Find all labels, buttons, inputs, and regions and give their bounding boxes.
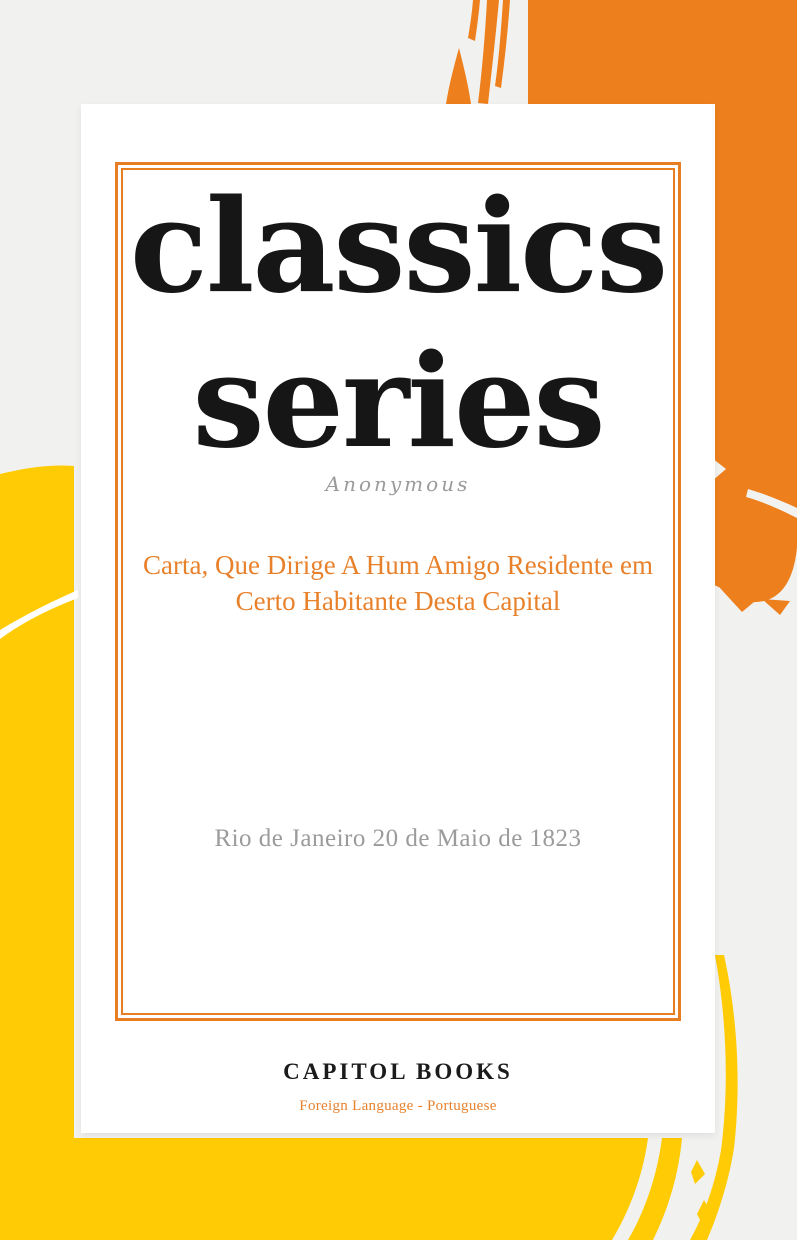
book-title-line1: Carta, Que Dirige A Hum Amigo Residente em xyxy=(143,550,653,580)
yellow-brush-left xyxy=(0,466,74,1240)
series-title-line1: classics xyxy=(129,172,667,322)
border-frame-inner xyxy=(121,168,675,1015)
series-title xyxy=(123,170,673,480)
publisher-name: CAPITOL BOOKS xyxy=(283,1059,513,1084)
orange-brush-edge-fleck2 xyxy=(762,599,790,615)
series-title-line2: series xyxy=(192,326,604,477)
orange-streak-tick xyxy=(468,0,480,41)
book-title xyxy=(123,548,673,620)
border-frame-outer xyxy=(115,162,681,1021)
category-label: Foreign Language - Portuguese xyxy=(299,1098,497,1114)
orange-streak-main xyxy=(478,0,499,104)
publication-info: Rio de Janeiro 20 de Maio de 1823 xyxy=(214,825,582,852)
cover-card xyxy=(81,104,715,1133)
orange-flame-stroke xyxy=(446,48,471,104)
author-name: Anonymous xyxy=(325,472,471,496)
yellow-brush-bottom xyxy=(0,1138,648,1240)
book-title-line2: Certo Habitante Desta Capital xyxy=(235,585,561,616)
yellow-streak-fleck xyxy=(691,1160,705,1184)
